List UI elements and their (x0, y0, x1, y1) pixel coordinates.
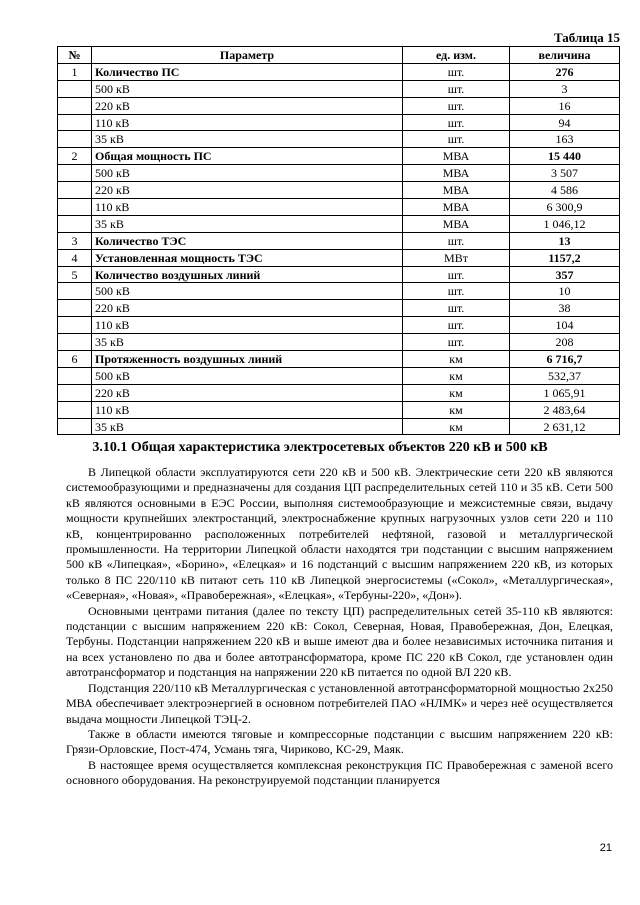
row-param: Протяженность воздушных линий (92, 351, 403, 368)
row-num (58, 215, 92, 232)
row-value: 276 (510, 63, 620, 80)
body-text (66, 465, 613, 789)
row-value: 16 (510, 97, 620, 114)
table-row (58, 401, 620, 418)
row-value: 3 (510, 80, 620, 97)
row-unit: МВА (403, 165, 510, 182)
row-param: 35 кВ (92, 418, 403, 435)
row-param: 220 кВ (92, 182, 403, 199)
row-num: 2 (58, 148, 92, 165)
page-number: 21 (599, 842, 612, 854)
row-param: 500 кВ (92, 165, 403, 182)
row-unit: шт. (403, 63, 510, 80)
row-unit: МВА (403, 215, 510, 232)
paragraph: Также в области имеются тяговые и компрессорные подстанции с высшим напряжением 220 кВ: Грязи-Орловские, Пост-474, Усмань тяга, Чириково, КС-29, Маяк. (66, 726, 613, 757)
row-unit: шт. (403, 97, 510, 114)
table-row (58, 232, 620, 249)
row-num: 6 (58, 351, 92, 368)
row-num (58, 334, 92, 351)
row-num (58, 300, 92, 317)
row-value: 2 483,64 (510, 401, 620, 418)
row-param: Установленная мощность ТЭС (92, 249, 403, 266)
row-unit: МВА (403, 182, 510, 199)
row-num (58, 418, 92, 435)
table-row (58, 165, 620, 182)
parameters-table (57, 46, 620, 435)
row-param: 35 кВ (92, 131, 403, 148)
row-value: 13 (510, 232, 620, 249)
row-value: 3 507 (510, 165, 620, 182)
row-value: 15 440 (510, 148, 620, 165)
row-num: 5 (58, 266, 92, 283)
row-num (58, 182, 92, 199)
row-unit: шт. (403, 131, 510, 148)
row-param: Количество ПС (92, 63, 403, 80)
row-num (58, 283, 92, 300)
row-param: Общая мощность ПС (92, 148, 403, 165)
table-row (58, 249, 620, 266)
row-param: 500 кВ (92, 367, 403, 384)
row-value: 38 (510, 300, 620, 317)
row-value: 4 586 (510, 182, 620, 199)
header-param: Параметр (92, 47, 403, 64)
table-row (58, 63, 620, 80)
table-row (58, 300, 620, 317)
row-param: 220 кВ (92, 300, 403, 317)
table-row (58, 114, 620, 131)
row-unit: МВА (403, 148, 510, 165)
row-unit: МВт (403, 249, 510, 266)
row-param: 220 кВ (92, 97, 403, 114)
row-num: 1 (58, 63, 92, 80)
paragraph: Основными центрами питания (далее по тексту ЦП) распределительных сетей 35-110 кВ являются: подстанции с высшим напряжением 220 кВ: Сокол, Северная, Новая, Правобережная, Дон, Елецкая, Тербуны. Подстанции напряжением 220 кВ и выше имеют два и более независимых источника питания и на всех установлено по два и более автотрансформатора, кроме ПС 220 кВ Сокол, где установлен один автотрансформатор и подстанция на напряжении 220 кВ питается по одной ВЛ 220 кВ. (66, 603, 613, 680)
table-row (58, 148, 620, 165)
row-value: 1 065,91 (510, 384, 620, 401)
row-value: 94 (510, 114, 620, 131)
table-row (58, 283, 620, 300)
row-num (58, 165, 92, 182)
row-param: 110 кВ (92, 317, 403, 334)
row-value: 104 (510, 317, 620, 334)
table-row (58, 80, 620, 97)
row-unit: км (403, 418, 510, 435)
paragraph: В Липецкой области эксплуатируются сети 220 кВ и 500 кВ. Электрические сети 220 кВ являются системообразующими и предназначены для создания ЦП распределительных сетей 110 и 35 кВ. Сети 500 кВ являются основными в ЕЭС России, выполняя системообразующие и межсистемные связи, выдачу мощности крупнейших электростанций, электроснабжение крупных нагрузочных узлов сети 220 и 110 кВ, концентрированно расположенных потребителей нефтяной, газовой и металлургической промышленности. На территории Липецкой области находятся три подстанции с высшим напряжением 500 кВ «Липецкая», «Борино», «Елецкая» и 16 подстанций с высшим напряжением 220 кВ, из которых только 8 ПС 220/110 кВ питают сеть 110 кВ Липецкой энергосистемы («Сокол», «Металлургическая», «Северная», «Новая», «Правобережная», «Елецкая», «Тербуны-220», «Дон»). (66, 465, 613, 603)
table-row (58, 182, 620, 199)
row-value: 10 (510, 283, 620, 300)
row-param: 110 кВ (92, 114, 403, 131)
row-unit: км (403, 351, 510, 368)
table-row (58, 367, 620, 384)
row-value: 357 (510, 266, 620, 283)
row-num (58, 131, 92, 148)
row-unit: км (403, 367, 510, 384)
row-num (58, 317, 92, 334)
row-unit: км (403, 384, 510, 401)
row-num (58, 367, 92, 384)
table-row (58, 215, 620, 232)
row-num (58, 199, 92, 216)
table-row (58, 317, 620, 334)
row-param: 500 кВ (92, 80, 403, 97)
row-value: 532,37 (510, 367, 620, 384)
paragraph: Подстанция 220/110 кВ Металлургическая с установленной автотрансформаторной мощностью 2х250 МВА обеспечивает электроэнергией в основном потребителей ПАО «НЛМК» и через неё осуществляется выдача мощности Липецкой ТЭЦ-2. (66, 680, 613, 726)
table-header-row (58, 47, 620, 64)
row-param: 110 кВ (92, 199, 403, 216)
table-body (58, 63, 620, 435)
row-param: 35 кВ (92, 215, 403, 232)
row-value: 6 300,9 (510, 199, 620, 216)
row-value: 208 (510, 334, 620, 351)
row-param: 110 кВ (92, 401, 403, 418)
table-row (58, 418, 620, 435)
row-num (58, 80, 92, 97)
row-num (58, 401, 92, 418)
row-unit: шт. (403, 283, 510, 300)
row-param: 500 кВ (92, 283, 403, 300)
paragraph: В настоящее время осуществляется комплексная реконструкция ПС Правобережная с заменой всего основного оборудования. На реконструируемой подстанции планируется (66, 757, 613, 788)
table-row (58, 334, 620, 351)
row-unit: МВА (403, 199, 510, 216)
row-unit: шт. (403, 334, 510, 351)
row-num: 4 (58, 249, 92, 266)
row-num (58, 384, 92, 401)
row-value: 2 631,12 (510, 418, 620, 435)
row-unit: км (403, 401, 510, 418)
table-row (58, 351, 620, 368)
row-num: 3 (58, 232, 92, 249)
row-unit: шт. (403, 80, 510, 97)
row-unit: шт. (403, 232, 510, 249)
row-param: 35 кВ (92, 334, 403, 351)
row-num (58, 97, 92, 114)
row-value: 163 (510, 131, 620, 148)
row-param: Количество воздушных линий (92, 266, 403, 283)
row-num (58, 114, 92, 131)
row-unit: шт. (403, 317, 510, 334)
header-value: величина (510, 47, 620, 64)
table-row (58, 131, 620, 148)
row-unit: шт. (403, 266, 510, 283)
row-unit: шт. (403, 114, 510, 131)
table-row (58, 266, 620, 283)
row-value: 6 716,7 (510, 351, 620, 368)
section-title: 3.10.1 Общая характеристика электросетевых объектов 220 кВ и 500 кВ (92, 440, 548, 455)
row-value: 1 046,12 (510, 215, 620, 232)
table-row (58, 199, 620, 216)
table-caption: Таблица 15 (553, 30, 620, 45)
row-param: Количество ТЭС (92, 232, 403, 249)
header-unit: ед. изм. (403, 47, 510, 64)
table-row (58, 384, 620, 401)
header-num: № (58, 47, 92, 64)
row-value: 1157,2 (510, 249, 620, 266)
row-unit: шт. (403, 300, 510, 317)
row-param: 220 кВ (92, 384, 403, 401)
table-row (58, 97, 620, 114)
